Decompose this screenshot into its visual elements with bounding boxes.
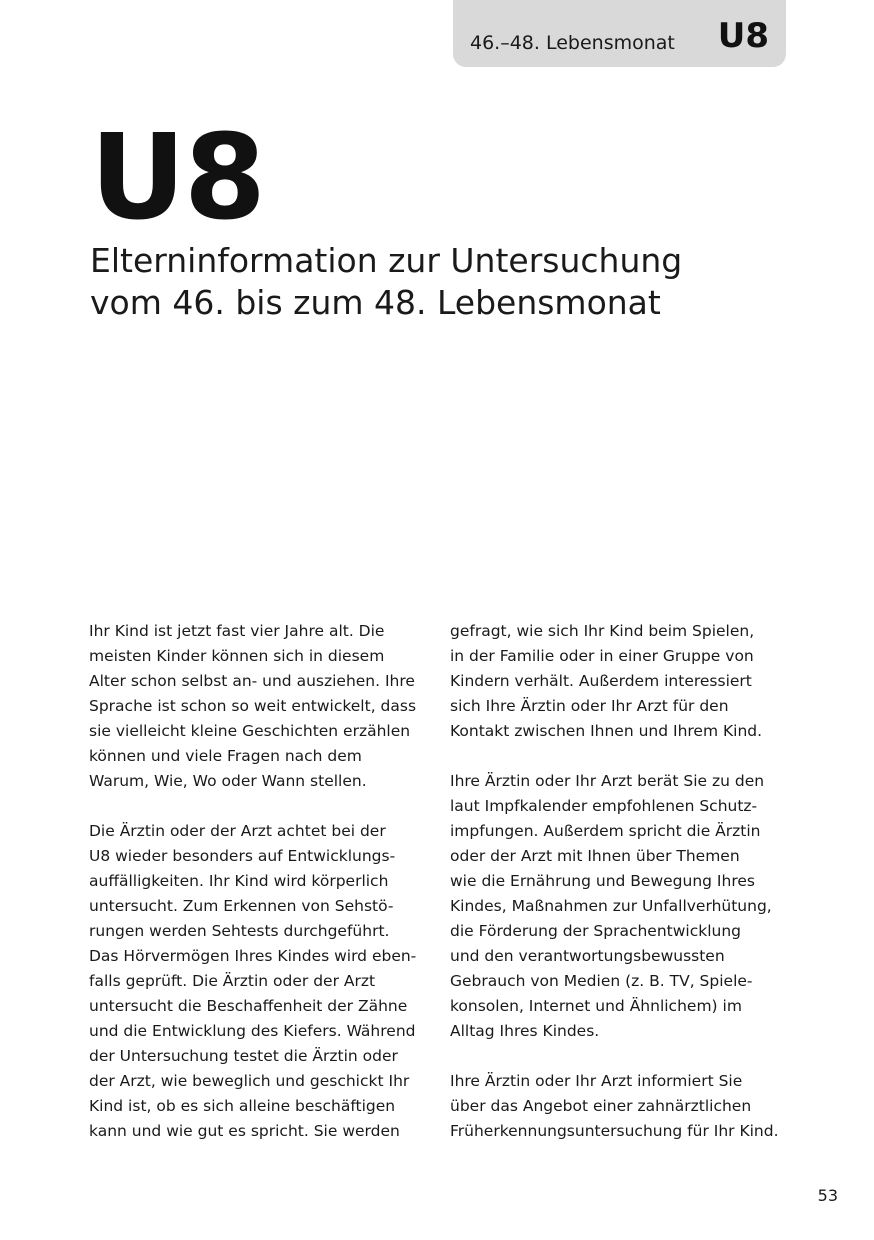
text-line: Früherkennungsuntersuchung für Ihr Kind. — [450, 1122, 779, 1140]
paragraph-gap — [450, 744, 795, 769]
text-line: untersucht die Beschaffenheit der Zähne — [89, 997, 408, 1015]
header-tab — [453, 0, 786, 67]
text-line: Alter schon selbst an- und ausziehen. Ihre — [89, 672, 415, 690]
paragraph-gap — [450, 1044, 795, 1069]
text-line: Ihre Ärztin oder Ihr Arzt informiert Sie — [450, 1072, 743, 1090]
subtitle-line: Elterninformation zur Untersuchung — [90, 241, 683, 280]
text-line: sich Ihre Ärztin oder Ihr Arzt für den — [450, 697, 729, 715]
paragraph — [450, 769, 795, 1044]
text-line: Kind ist, ob es sich alleine beschäftigen — [89, 1097, 396, 1115]
text-line: auffälligkeiten. Ihr Kind wird körperlich — [89, 872, 389, 890]
left-text-column — [89, 619, 434, 1144]
text-line: gefragt, wie sich Ihr Kind beim Spielen, — [450, 622, 755, 640]
text-line: Die Ärztin oder der Arzt achtet bei der — [89, 822, 386, 840]
page-title: U8 — [90, 108, 264, 246]
paragraph-gap — [89, 794, 434, 819]
text-line: und den verantwortungsbewussten — [450, 947, 725, 965]
text-line: falls geprüft. Die Ärztin oder der Arzt — [89, 972, 376, 990]
text-line: wie die Ernährung und Bewegung Ihres — [450, 872, 755, 890]
paragraph — [89, 619, 434, 794]
text-line: Gebrauch von Medien (z. B. TV, Spiele- — [450, 972, 753, 990]
paragraph — [89, 819, 434, 1144]
text-line: und die Entwicklung des Kiefers. Während — [89, 1022, 416, 1040]
text-line: rungen werden Sehtests durchgeführt. — [89, 922, 390, 940]
text-line: impfungen. Außerdem spricht die Ärztin — [450, 822, 761, 840]
text-line: U8 wieder besonders auf Entwicklungs- — [89, 847, 396, 865]
text-line: Kindern verhält. Außerdem interessiert — [450, 672, 752, 690]
text-line: oder der Arzt mit Ihnen über Themen — [450, 847, 740, 865]
text-line: laut Impfkalender empfohlenen Schutz- — [450, 797, 758, 815]
text-line: Das Hörvermögen Ihres Kindes wird eben- — [89, 947, 417, 965]
text-line: in der Familie oder in einer Gruppe von — [450, 647, 754, 665]
text-line: meisten Kinder können sich in diesem — [89, 647, 385, 665]
text-line: untersucht. Zum Erkennen von Sehstö- — [89, 897, 394, 915]
text-line: der Arzt, wie beweglich und geschickt Ihr — [89, 1072, 410, 1090]
text-line: Ihr Kind ist jetzt fast vier Jahre alt. Die — [89, 622, 385, 640]
text-line: der Untersuchung testet die Ärztin oder — [89, 1047, 398, 1065]
text-line: die Förderung der Sprachentwicklung — [450, 922, 741, 940]
page-number: 53 — [817, 1186, 838, 1205]
text-line: Sprache ist schon so weit entwickelt, dass — [89, 697, 417, 715]
text-line: Kontakt zwischen Ihnen und Ihrem Kind. — [450, 722, 763, 740]
paragraph — [450, 1069, 795, 1144]
paragraph — [450, 619, 795, 744]
header-code: U8 — [717, 16, 769, 56]
subtitle-line: vom 46. bis zum 48. Lebensmonat — [90, 283, 661, 322]
text-line: konsolen, Internet und Ähnlichem) im — [450, 997, 742, 1015]
page-subtitle — [90, 240, 790, 324]
text-line: Warum, Wie, Wo oder Wann stellen. — [89, 772, 367, 790]
text-line: über das Angebot einer zahnärztlichen — [450, 1097, 752, 1115]
text-line: kann und wie gut es spricht. Sie werden — [89, 1122, 400, 1140]
text-line: Alltag Ihres Kindes. — [450, 1022, 600, 1040]
text-line: Kindes, Maßnahmen zur Unfallverhütung, — [450, 897, 772, 915]
text-line: sie vielleicht kleine Geschichten erzählen — [89, 722, 411, 740]
header-range-label: 46.–48. Lebensmonat — [470, 32, 675, 54]
text-line: Ihre Ärztin oder Ihr Arzt berät Sie zu den — [450, 772, 765, 790]
right-text-column — [450, 619, 795, 1144]
text-line: können und viele Fragen nach dem — [89, 747, 362, 765]
